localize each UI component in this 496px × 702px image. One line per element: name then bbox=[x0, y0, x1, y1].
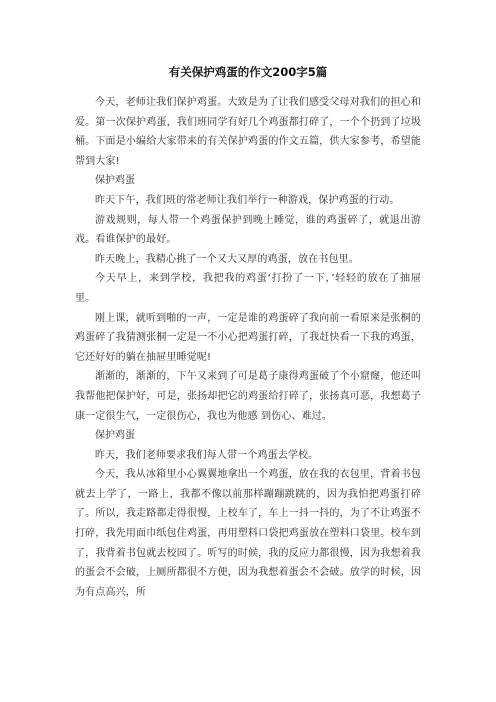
essay-paragraph: 昨天下午，我们班的常老师让我们举行一种游戏，保护鸡蛋的行动。 bbox=[95, 194, 400, 206]
essay-paragraph: 游戏规则，每人带一个鸡蛋保护到晚上睡觉，谁的鸡蛋碎了，就退出游戏。看谁保护的最好。 bbox=[75, 214, 421, 246]
document-body bbox=[75, 93, 421, 602]
essay-paragraph: 昨天晚上，我精心挑了一个又大又厚的鸡蛋，放在书包里。 bbox=[95, 253, 359, 265]
essay-paragraph: 今天早上，来到学校，我把我的鸡蛋‘打扮了一下，’轻轻的放在了抽屉里。 bbox=[75, 273, 421, 304]
intro-paragraph: 今天，老师让我们保护鸡蛋。大致是为了让我们感受父母对我们的担心和爱。第一次保护鸡蛋，我们班同学有好几个鸡蛋都打碎了，一个个扔到了垃圾桶。下面是小编给大家带来的有关保护鸡蛋的作文五篇，供大家参考，希望能帮到大家! bbox=[75, 97, 421, 167]
essay-paragraph: 今天，我从冰箱里小心翼翼地拿出一个鸡蛋，放在我的衣包里，背着书包就去上学了，一路上，我都不像以前那样蹦蹦跳跳的，因为我怕把鸡蛋打碎了。所以，我走路都走得很慢，上校车了，车上一抖一抖的，为了不让鸡蛋不打碎，我先用面巾纸包住鸡蛋，再用塑料口袋把鸡蛋放在塑料口袋里。校车到了，我背着书包就去校园了。听写的时候，我的反应力都很慢，因为我想着我的蛋会不会破，上厕所都很不方便，因为我想着蛋会不会破。放学的时候，因为有点高兴，所 bbox=[75, 469, 421, 598]
document-title: 有关保护鸡蛋的作文200字5篇 bbox=[168, 65, 328, 79]
essay-heading: 保护鸡蛋 bbox=[95, 175, 135, 187]
essay-paragraph: 刚上课，就听到啪的一声，一定是谁的鸡蛋碎了我向前一看原来是张桐的鸡蛋碎了我猜测张桐一定是一不小心把鸡蛋打碎，了我赶快看一下我的鸡蛋，它还好好的躺在抽屉里睡觉呢! bbox=[75, 312, 421, 363]
essay-paragraph: 昨天，我们老师要求我们每人带一个鸡蛋去学校。 bbox=[95, 449, 319, 461]
essay-heading: 保护鸡蛋 bbox=[95, 430, 135, 442]
essay-paragraph: 渐渐的，渐渐的，下午又来到了可是葛子康得鸡蛋破了个小窟窿，他还叫我帮他把保护好，可是，张扬却把它的鸡蛋给打碎了，张扬真可恶，我想葛子康一定很生气，一定很伤心，我也为他感 到伤心、难过。 bbox=[75, 371, 421, 422]
